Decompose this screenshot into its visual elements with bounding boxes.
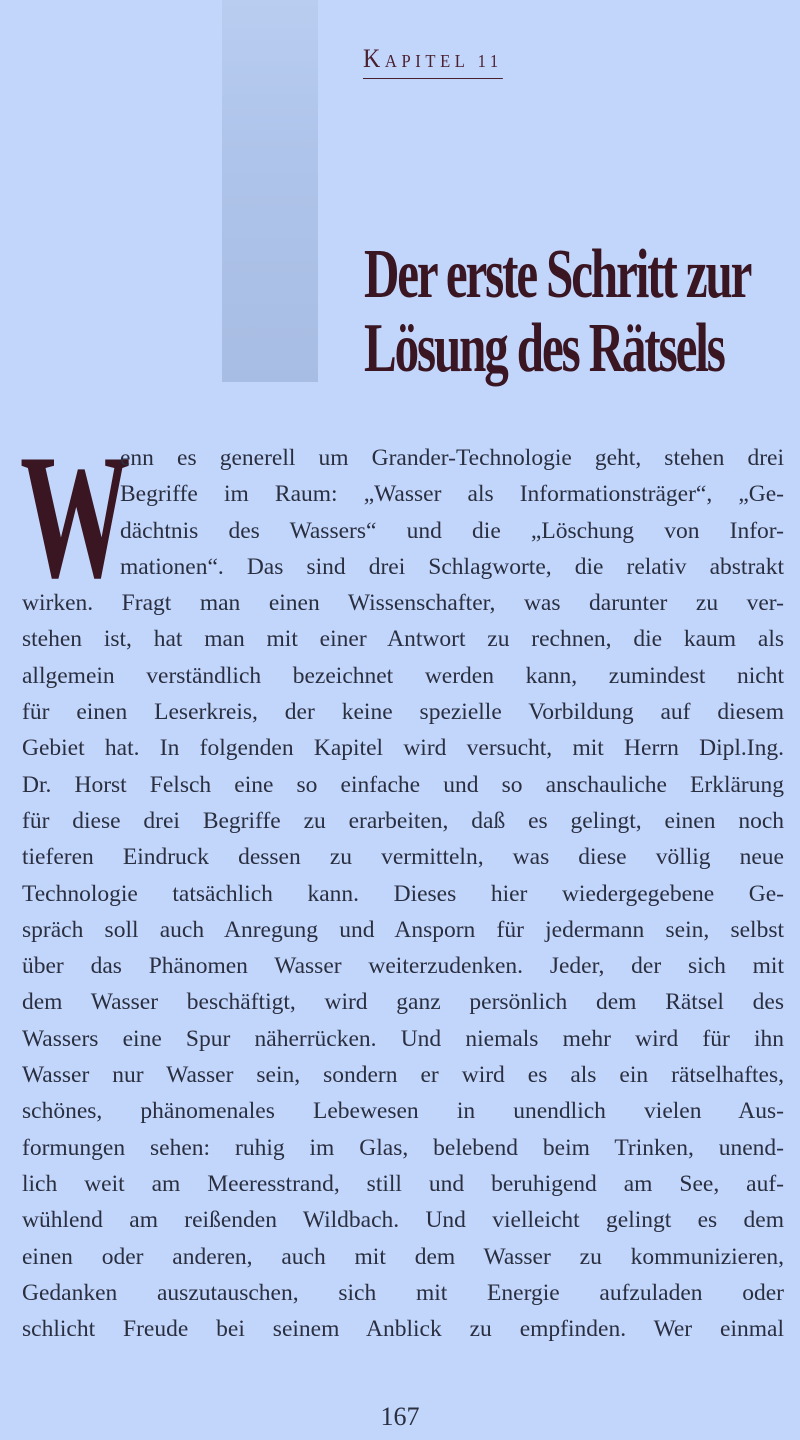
- body-line: wirken. Fragt man einen Wissenschafter, was darunter zu ver-: [22, 590, 784, 617]
- chapter-heading: [363, 44, 503, 79]
- body-line: Begriffe im Raum: „Wasser als Informationsträger“, „Ge-: [120, 481, 784, 508]
- body-line: dächtnis des Wassers“ und die „Löschung von Infor-: [120, 517, 784, 544]
- body-line: allgemein verständlich bezeichnet werden kann, zumindest nicht: [22, 662, 784, 689]
- body-line: Technologie tatsächlich kann. Dieses hier wiedergegebene Ge-: [22, 880, 784, 907]
- body-line: Dr. Horst Felsch eine so einfache und so anschauliche Erklärung: [22, 771, 784, 798]
- body-line: über das Phänomen Wasser weiterzudenken. Jeder, der sich mit: [22, 953, 784, 980]
- drop-cap: W: [20, 417, 131, 615]
- body-line: enn es generell um Grander-Technologie geht, stehen drei: [120, 445, 784, 471]
- body-line: stehen ist, hat man mit einer Antwort zu rechnen, die kaum als: [22, 626, 784, 653]
- body-text: [20, 417, 784, 1347]
- body-line: schönes, phänomenales Lebewesen in unendlich vielen Aus-: [22, 1098, 784, 1125]
- body-line: Gebiet hat. In folgenden Kapitel wird versucht, mit Herrn Dipl.Ing.: [22, 735, 784, 762]
- chapter-label: APITEL 11: [384, 51, 503, 71]
- title-line-1: Der erste Schritt zur: [364, 236, 751, 313]
- body-line: formungen sehen: ruhig im Glas, belebend beim Trinken, unend-: [22, 1134, 784, 1161]
- title-line-2: Lösung des Rätsels: [364, 310, 724, 387]
- chapter-title: [364, 236, 751, 387]
- body-line: dem Wasser beschäftigt, wird ganz persönlich dem Rätsel des: [22, 989, 784, 1016]
- body-line: einen oder anderen, auch mit dem Wasser zu kommunizieren,: [22, 1243, 784, 1270]
- body-line: für diese drei Begriffe zu erarbeiten, daß es gelingt, einen noch: [22, 807, 784, 834]
- body-line: Wassers eine Spur näherrücken. Und niemals mehr wird für ihn: [22, 1025, 784, 1052]
- body-line: Gedanken auszutauschen, sich mit Energie aufzuladen oder: [22, 1279, 784, 1306]
- body-line: schlicht Freude bei seinem Anblick zu empfinden. Wer einmal: [22, 1316, 784, 1343]
- body-line: wühlend am reißenden Wildbach. Und vielleicht gelingt es dem: [22, 1207, 784, 1234]
- body-line: für einen Leserkreis, der keine spezielle Vorbildung auf diesem: [22, 699, 784, 726]
- body-line: lich weit am Meeresstrand, still und beruhigend am See, auf-: [22, 1170, 784, 1197]
- body-line: tieferen Eindruck dessen zu vermitteln, was diese völlig neue: [22, 844, 784, 871]
- chapter-initial: K: [363, 44, 385, 73]
- body-line: mationen“. Das sind drei Schlagworte, die relativ abstrakt: [120, 553, 784, 580]
- decorative-band: [222, 0, 318, 382]
- page-number: 167: [380, 1402, 420, 1431]
- body-line: Wasser nur Wasser sein, sondern er wird es als ein rätselhaftes,: [22, 1062, 784, 1089]
- body-line: spräch soll auch Anregung und Ansporn für jedermann sein, selbst: [22, 916, 784, 943]
